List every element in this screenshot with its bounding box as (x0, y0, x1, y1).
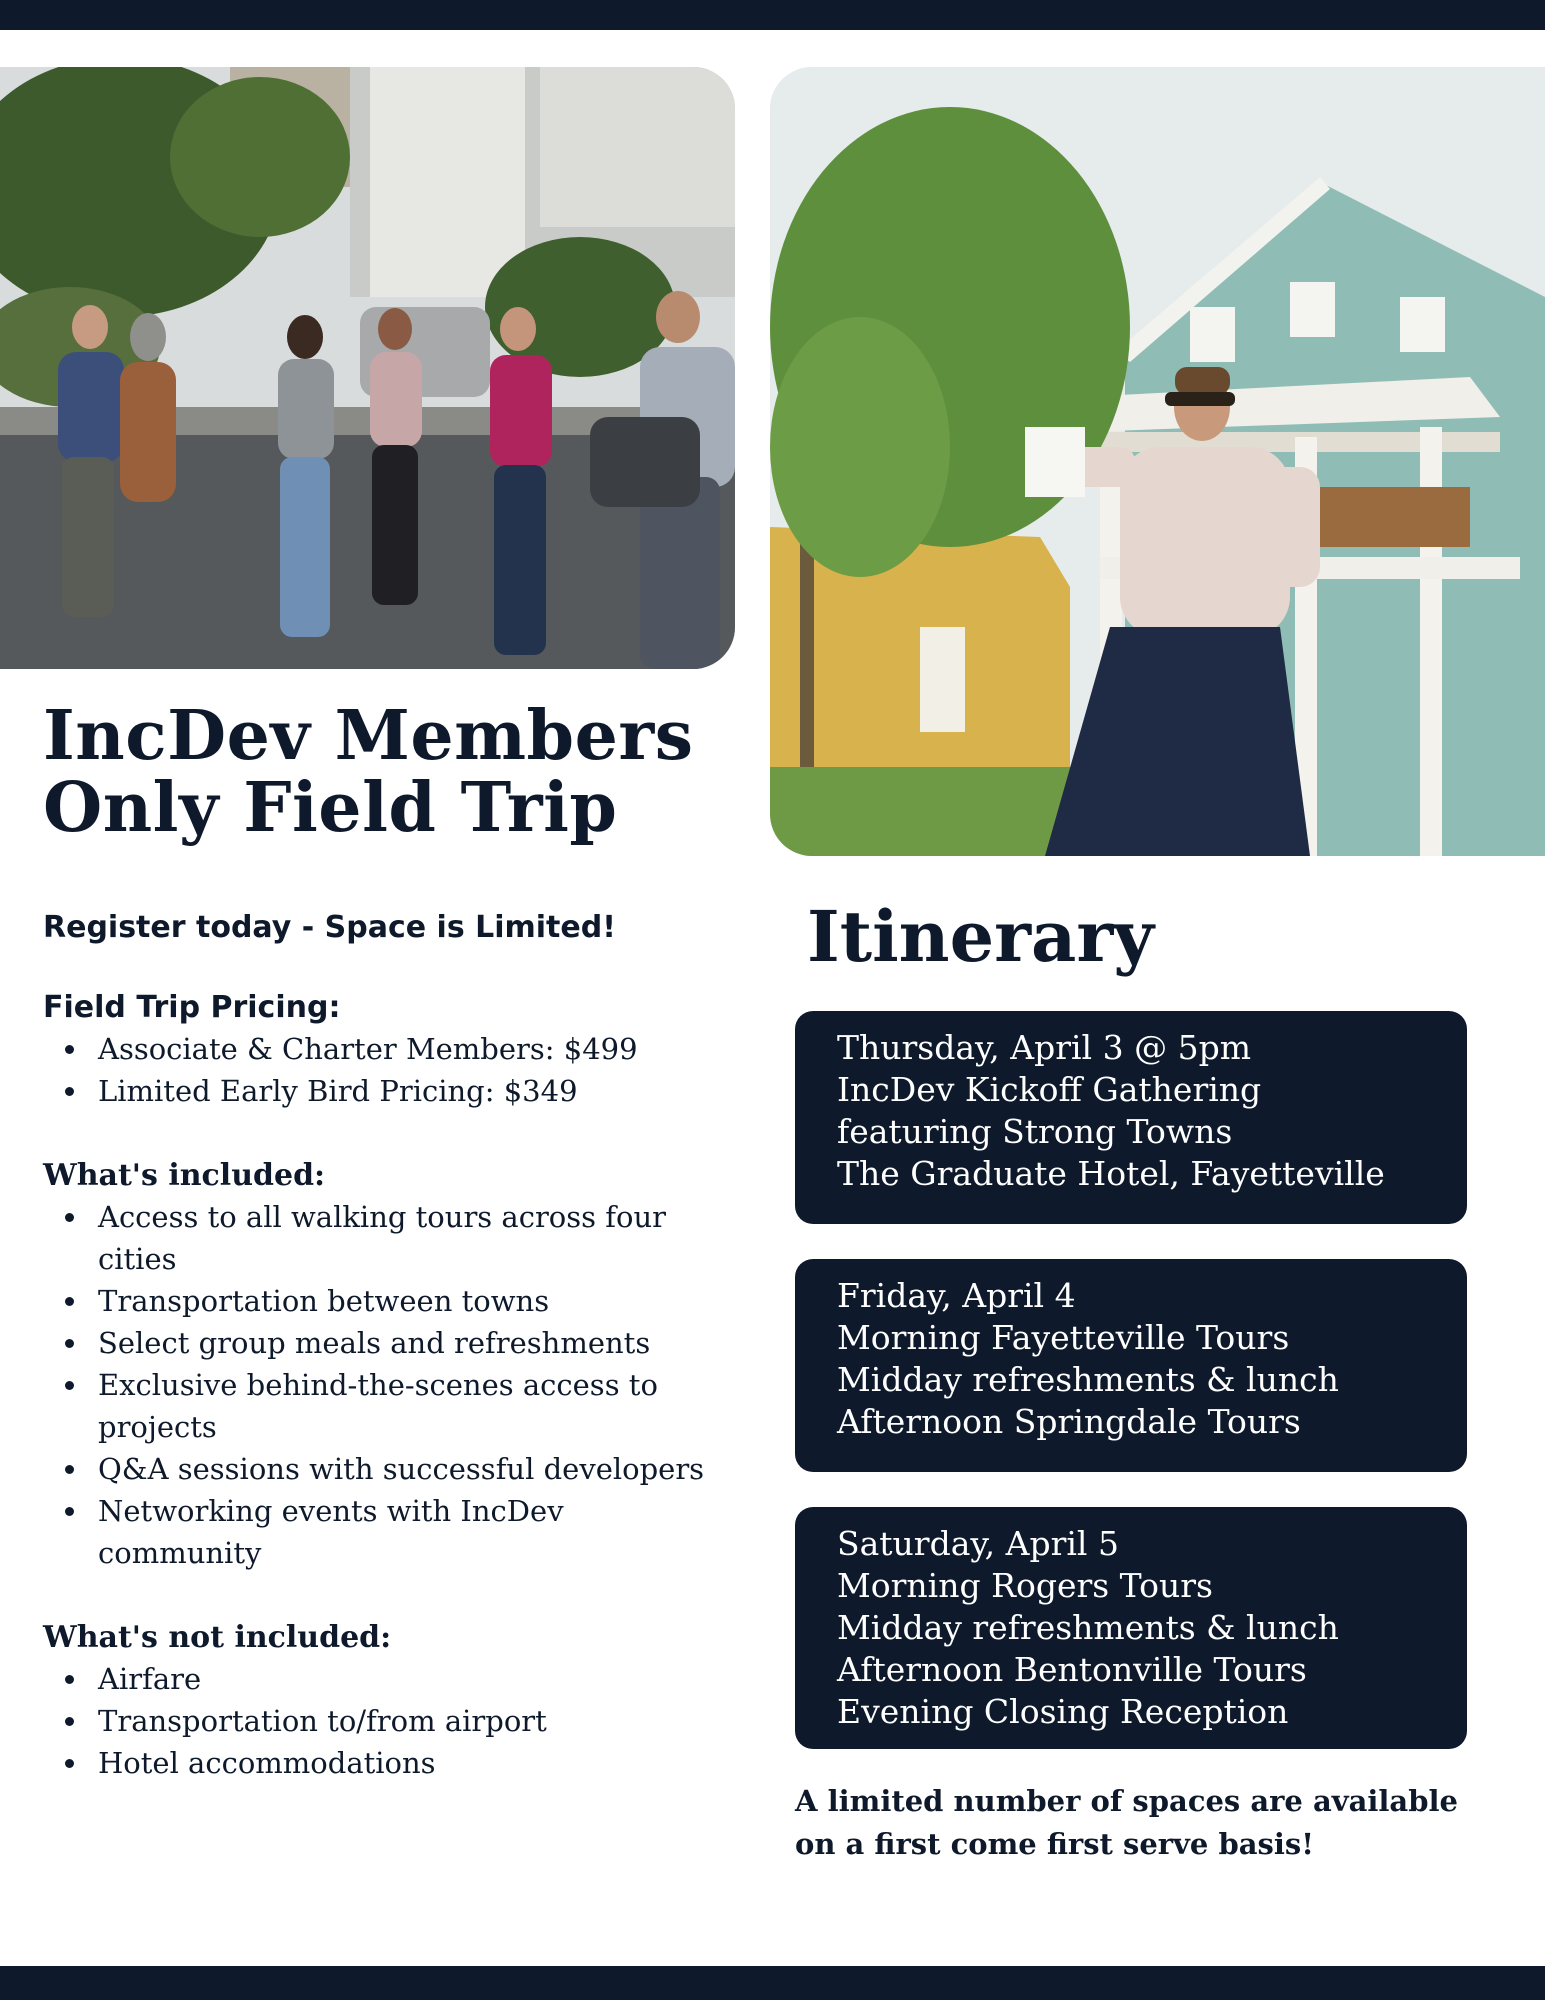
pricing-heading: Field Trip Pricing: (43, 990, 341, 1025)
itinerary-line: Morning Rogers Tours (837, 1566, 1213, 1605)
included-list (43, 1196, 733, 1574)
pricing-list (43, 1028, 733, 1112)
itinerary-line: The Graduate Hotel, Fayetteville (837, 1154, 1385, 1193)
itinerary-line: Evening Closing Reception (837, 1692, 1289, 1731)
bullet-icon (65, 1717, 74, 1726)
itinerary-title: Itinerary (807, 895, 1154, 978)
itinerary-line: featuring Strong Towns (837, 1112, 1233, 1151)
availability-note: A limited number of spaces are available on a first come first serve basis! (795, 1784, 1458, 1861)
not-included-heading: What's not included: (43, 1620, 392, 1655)
bullet-icon (65, 1507, 74, 1516)
list-item: Hotel accommodations (43, 1742, 733, 1784)
itinerary-line: Midday refreshments & lunch (837, 1360, 1339, 1399)
bullet-icon (65, 1339, 74, 1348)
group-walking-tour-photo (0, 67, 735, 669)
list-item: Q&A sessions with successful developers (43, 1448, 733, 1490)
list-item: Associate & Charter Members: $499 (43, 1028, 733, 1070)
list-item: Limited Early Bird Pricing: $349 (43, 1070, 733, 1112)
register-callout: Register today - Space is Limited! (43, 910, 616, 945)
title-line-1: IncDev Members (43, 696, 694, 776)
top-border-bar (0, 0, 1545, 30)
not-included-list (43, 1658, 733, 1784)
itinerary-line: Morning Fayetteville Tours (837, 1318, 1290, 1357)
bottom-border-bar (0, 1966, 1545, 2000)
list-item: Access to all walking tours across four cities (43, 1196, 733, 1280)
list-item: Transportation to/from airport (43, 1700, 733, 1742)
details-column (43, 908, 733, 1784)
list-item: Transportation between towns (43, 1280, 733, 1322)
bullet-icon (65, 1213, 74, 1222)
list-item: Airfare (43, 1658, 733, 1700)
tour-guide-house-photo (770, 67, 1545, 856)
list-item: Select group meals and refreshments (43, 1322, 733, 1364)
itinerary-line: Afternoon Bentonville Tours (837, 1650, 1307, 1689)
title-line-2: Only Field Trip (43, 768, 618, 848)
itinerary-line: Friday, April 4 (837, 1276, 1076, 1315)
bullet-icon (65, 1759, 74, 1768)
list-item: Exclusive behind-the-scenes access to projects (43, 1364, 733, 1448)
bullet-icon (65, 1297, 74, 1306)
itinerary-line: Thursday, April 3 @ 5pm (837, 1028, 1251, 1067)
page-title (43, 696, 703, 848)
bullet-icon (65, 1381, 74, 1390)
bullet-icon (65, 1087, 74, 1096)
itinerary-card-thursday (795, 1011, 1467, 1224)
itinerary-line: IncDev Kickoff Gathering (837, 1070, 1262, 1109)
itinerary-card-saturday (795, 1507, 1467, 1749)
included-heading: What's included: (43, 1158, 326, 1193)
list-item: Networking events with IncDev community (43, 1490, 733, 1574)
bullet-icon (65, 1045, 74, 1054)
itinerary-line: Midday refreshments & lunch (837, 1608, 1339, 1647)
bullet-icon (65, 1675, 74, 1684)
itinerary-card-friday (795, 1259, 1467, 1472)
itinerary-line: Afternoon Springdale Tours (837, 1402, 1301, 1441)
bullet-icon (65, 1465, 74, 1474)
itinerary-line: Saturday, April 5 (837, 1524, 1119, 1563)
